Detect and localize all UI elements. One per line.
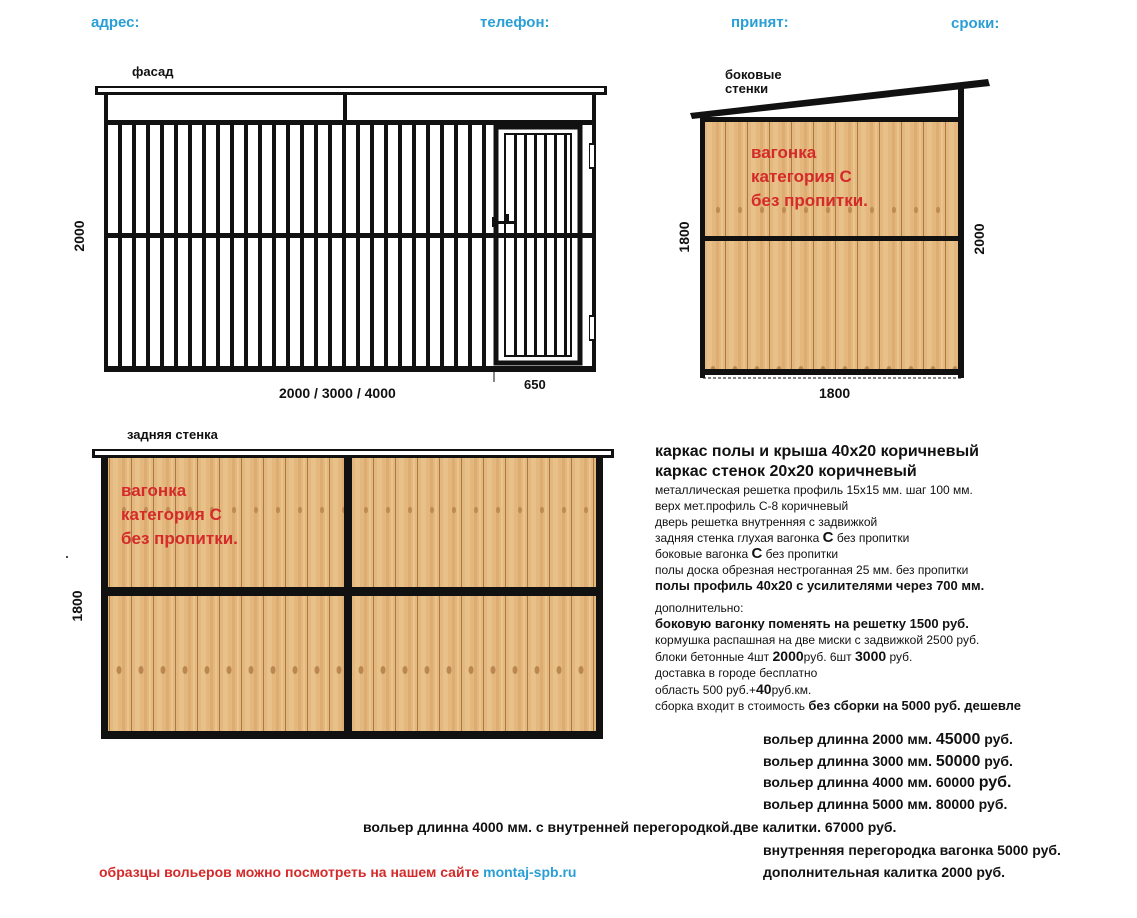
back-wall-title: задняя стенка: [127, 427, 218, 442]
address-label: адрес:: [91, 14, 140, 31]
facade-grid-bars: [118, 125, 486, 366]
footer-text: образцы вольеров можно посмотреть на нашем сайте: [99, 864, 484, 880]
extra-feeder: кормушка распашная на две миски с задвижкой 2500 руб.: [655, 633, 980, 647]
back-height-dimension: 1800: [69, 590, 85, 622]
spec-back-wall-suffix: без пропитки: [833, 531, 910, 545]
back-note-line3: без пропитки.: [121, 529, 238, 548]
spec-grid-profile: металлическая решетка профиль 15х15 мм. шаг 100 мм.: [655, 483, 973, 497]
accepted-label: принят:: [731, 14, 789, 31]
extra-region-text1: область 500 руб.+: [655, 683, 757, 697]
facade-height-dimension: 2000: [71, 220, 87, 252]
facade-drawing: [95, 86, 607, 382]
footer-site-link[interactable]: montaj-spb.ru: [483, 864, 577, 880]
spec-floor-board: полы доска обрезная нестроганная 25 мм. без пропитки: [655, 563, 969, 577]
price-4000: [763, 774, 1011, 792]
facade-title: фасад: [132, 64, 174, 79]
extras-title: дополнительно:: [655, 601, 744, 615]
facade-door: [492, 127, 596, 363]
door-width-dimension: 650: [524, 377, 546, 392]
spec-side-walls-text: боковые вагонка: [655, 547, 752, 561]
price-2000-value: 45000: [935, 731, 981, 748]
extra-assembly: [655, 698, 1021, 714]
side-height-left-dimension: 1800: [676, 221, 692, 253]
extra-blocks-text1: блоки бетонные 4шт: [655, 650, 773, 664]
spec-frame-floor-roof: каркас полы и крыша 40х20 коричневый: [655, 443, 979, 460]
price-4000-label: вольер длинна 4000 мм. 60000: [763, 774, 979, 790]
side-note-line2: категория С: [751, 167, 852, 186]
price-2000-label: вольер длинна 2000 мм.: [763, 731, 936, 747]
terms-label: сроки:: [951, 15, 1000, 32]
extra-blocks-price4: 2000: [772, 648, 804, 664]
side-material-note: [751, 141, 868, 213]
side-wall-title: [725, 68, 782, 96]
spec-back-wall-grade: С: [822, 529, 834, 546]
specifications: [655, 442, 1021, 714]
side-width-dimension: 1800: [819, 385, 851, 401]
price-extra-gate: дополнительная калитка 2000 руб.: [763, 864, 1006, 880]
price-3000-value: 50000: [935, 753, 981, 770]
price-4000-partition: вольер длинна 4000 мм. с внутренней перегородкой.две калитки. 67000 руб.: [363, 819, 897, 835]
side-wall-drawing: [690, 79, 990, 378]
spec-back-wall: [655, 530, 1021, 546]
extra-blocks-text2: руб. 6шт: [803, 650, 856, 664]
phone-label: телефон:: [480, 14, 550, 31]
footer-note: [99, 864, 576, 880]
extra-side-grid: боковую вагонку поменять на решетку 1500 руб.: [655, 616, 969, 631]
side-note-line1: вагонка: [751, 143, 817, 162]
side-wall-title-line2: стенки: [725, 81, 769, 96]
extra-region-per-km: 40: [756, 681, 772, 697]
spec-top-profile: верх мет.профиль С-8 коричневый: [655, 499, 849, 513]
spec-side-walls: [655, 546, 1021, 562]
side-wall-title-line1: боковые: [725, 67, 782, 82]
back-note-line1: вагонка: [121, 481, 187, 500]
spec-back-wall-text: задняя стенка глухая вагонка: [655, 531, 823, 545]
extra-assembly-text: сборка входит в стоимость: [655, 699, 809, 713]
price-3000-unit: руб.: [980, 753, 1013, 769]
back-material-note: [121, 479, 238, 551]
extra-delivery-region: [655, 681, 1021, 698]
spec-door: дверь решетка внутренняя с задвижкой: [655, 515, 878, 529]
facade-width-dimension: 2000 / 3000 / 4000: [279, 385, 396, 401]
extra-concrete-blocks: [655, 648, 1021, 665]
price-4000-unit: руб.: [978, 774, 1012, 791]
back-note-line2: категория С: [121, 505, 222, 524]
spec-side-walls-suffix: без пропитки: [762, 547, 839, 561]
extra-region-text2: руб.км.: [771, 683, 812, 697]
price-partition: внутренняя перегородка вагонка 5000 руб.: [763, 842, 1061, 858]
spec-floor-profile: полы профиль 40х20 с усилителями через 700 мм.: [655, 578, 985, 593]
spec-side-walls-grade: С: [751, 545, 763, 562]
side-height-right-dimension: 2000: [971, 223, 987, 255]
price-2000-unit: руб.: [980, 731, 1013, 747]
spec-frame-walls: каркас стенок 20х20 коричневый: [655, 463, 917, 480]
price-3000: [763, 753, 1013, 771]
price-2000: [763, 731, 1013, 749]
side-note-line3: без пропитки.: [751, 191, 868, 210]
extra-delivery-city: доставка в городе бесплатно: [655, 666, 818, 680]
extra-blocks-price6: 3000: [855, 648, 887, 664]
price-3000-label: вольер длинна 3000 мм.: [763, 753, 936, 769]
extra-assembly-discount: без сборки на 5000 руб. дешевле: [808, 698, 1021, 713]
extra-blocks-text3: руб.: [886, 650, 913, 664]
price-5000: вольер длинна 5000 мм. 80000 руб.: [763, 796, 1008, 812]
